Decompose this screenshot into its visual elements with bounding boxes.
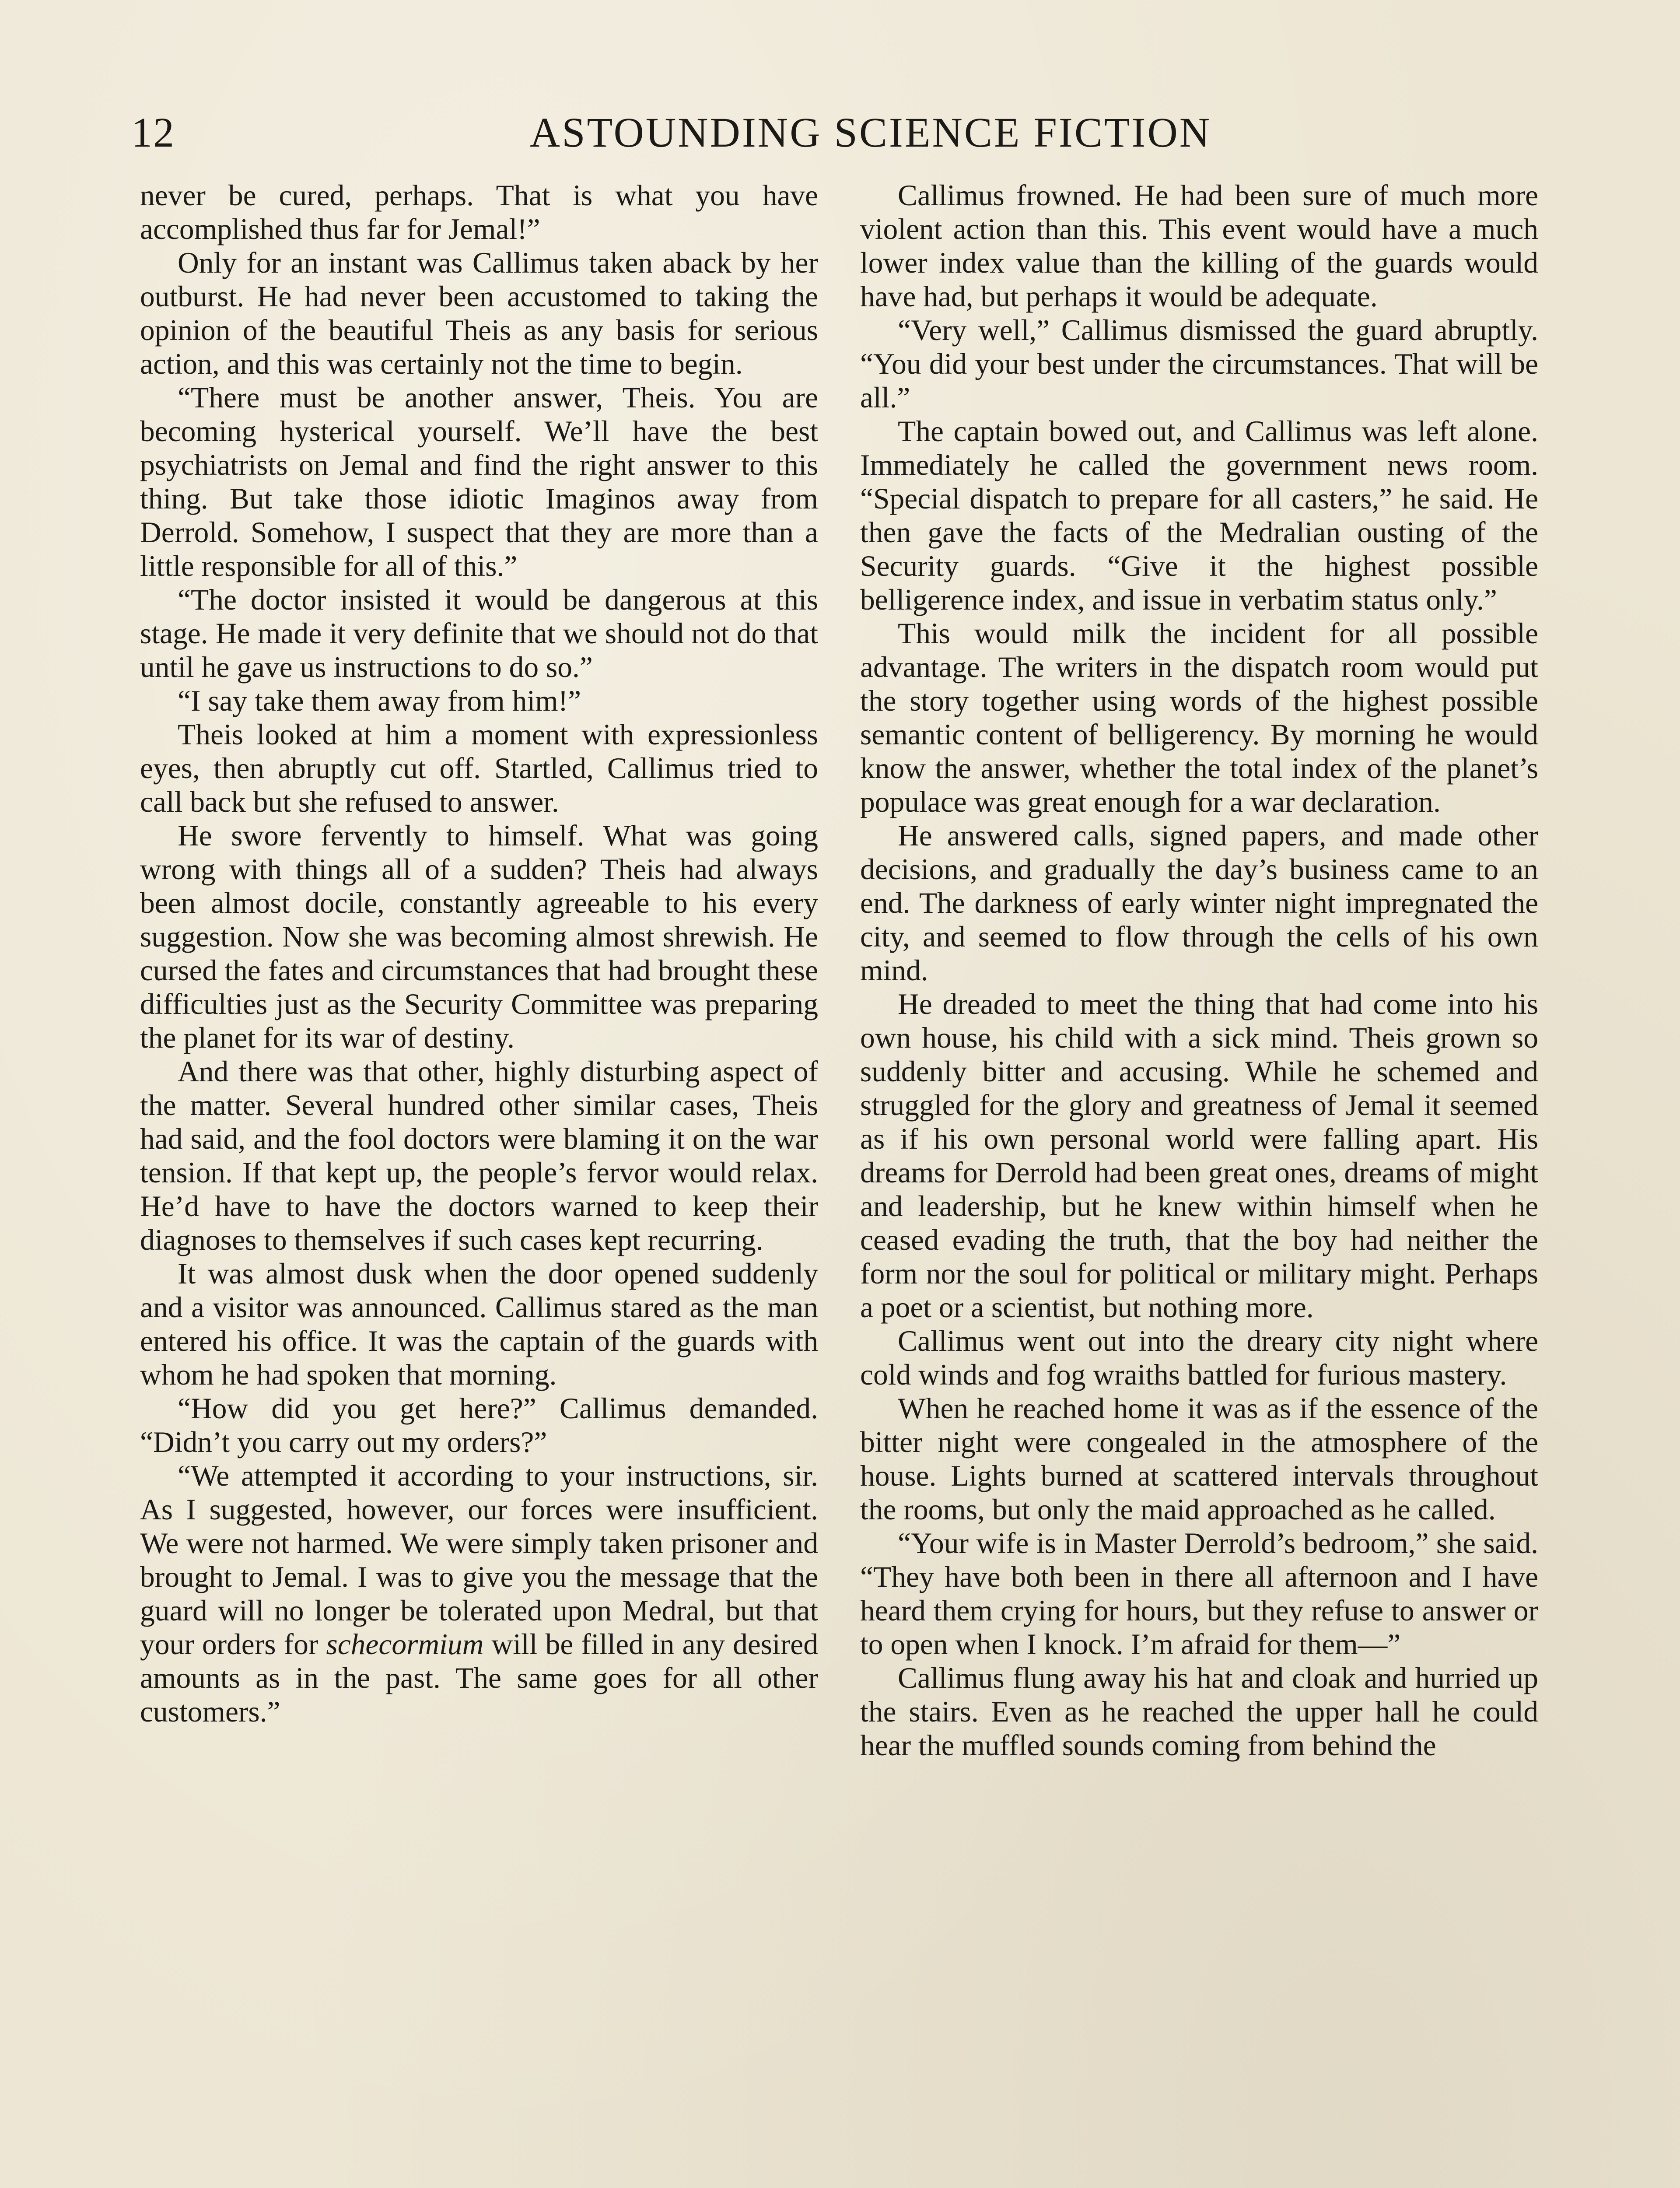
paragraph: “There must be another answer, Theis. You are becoming hysterical yourself. We’ll have the best psychiatrists on Jemal and find the right answer to this thing. But take those idiotic Imaginos away from Derrold. Somehow, I suspect that they are more than a little responsible for all of this.” xyxy=(140,381,818,582)
paragraph: He swore fervently to himself. What was going wrong with things all of a sudden? Theis had always been almost docile, constantly agreeable to his every suggestion. Now she was becoming almost shrewish. He cursed the fates and circumstances that had brought these difficulties just as the Security Committee was preparing the planet for its war of destiny. xyxy=(140,819,818,1054)
paragraph xyxy=(140,1459,818,1729)
paragraph: Callimus flung away his hat and cloak and hurried up the stairs. Even as he reached the upper hall he could hear the muffled sounds coming from behind the xyxy=(860,1662,1538,1762)
paragraph: “Your wife is in Master Derrold’s bedroom,” she said. “They have both been in there all afternoon and I have heard them crying for hours, but they refuse to answer or to open when I knock. I’m afraid for them—” xyxy=(860,1527,1538,1661)
paragraph: Callimus went out into the dreary city night where cold winds and fog wraiths battled for furious mastery. xyxy=(860,1325,1538,1391)
paragraph: He answered calls, signed papers, and made other decisions, and gradually the day’s business came to an end. The darkness of early winter night impregnated the city, and seemed to flow through the cells of his own mind. xyxy=(860,819,1538,987)
paragraph: “The doctor insisted it would be dangerous at this stage. He made it very definite that we should not do that until he gave us instructions to do so.” xyxy=(140,583,818,684)
paragraph: Theis looked at him a moment with expressionless eyes, then abruptly cut off. Startled, Callimus tried to call back but she refused to answer. xyxy=(140,718,818,818)
left-column xyxy=(140,179,818,2188)
paragraph: This would milk the incident for all possible advantage. The writers in the dispatch room would put the story together using words of the highest possible semantic content of belligerency. By morning he would know the answer, whether the total index of the planet’s populace was great enough for a war declaration. xyxy=(860,617,1538,818)
paragraph: “I say take them away from him!” xyxy=(178,684,581,717)
paragraph: “Very well,” Callimus dismissed the guard abruptly. “You did your best under the circumstances. That will be all.” xyxy=(860,314,1538,414)
paragraph: “How did you get here?” Callimus demanded. “Didn’t you carry out my orders?” xyxy=(140,1392,818,1459)
right-column xyxy=(860,179,1538,2188)
italic-term: schecormium xyxy=(326,1628,484,1661)
paragraph: The captain bowed out, and Callimus was left alone. Immediately he called the government news room. “Special dispatch to prepare for all casters,” he said. He then gave the facts of the Medralian ousting of the Security guards. “Give it the highest possible belligerence index, and issue in verbatim status only.” xyxy=(860,415,1538,616)
paragraph-text: will be filled in any desired amounts as in the past. The same goes for all other customers.” xyxy=(140,1628,818,1728)
paragraph: Only for an instant was Callimus taken aback by her outburst. He had never been accustomed to taking the opinion of the beautiful Theis as any basis for serious action, and this was certainly not the time to begin. xyxy=(140,246,818,380)
paragraph: When he reached home it was as if the essence of the bitter night were congealed in the atmosphere of the house. Lights burned at scattered intervals throughout the rooms, but only the maid approached as he called. xyxy=(860,1392,1538,1526)
paragraph: It was almost dusk when the door opened suddenly and a visitor was announced. Callimus stared as the man entered his office. It was the captain of the guards with whom he had spoken that morning. xyxy=(140,1257,818,1391)
paragraph: Callimus frowned. He had been sure of much more violent action than this. This event would have a much lower index value than the killing of the guards would have had, but perhaps it would be adequate. xyxy=(860,179,1538,313)
magazine-title: ASTOUNDING SCIENCE FICTION xyxy=(529,109,1212,156)
paragraph-text: “We attempted it according to your instructions, sir. As I suggested, however, our forces were insufficient. We were not harmed. We were simply taken prisoner and brought to Jemal. I was to give you the message that the guard will no longer be tolerated upon Medral, but that your orders for xyxy=(140,1459,818,1661)
running-head xyxy=(131,104,1575,161)
paragraph: never be cured, perhaps. That is what you have accomplished thus far for Jemal!” xyxy=(140,179,818,245)
paragraph: And there was that other, highly disturbing aspect of the matter. Several hundred other similar cases, Theis had said, and the fool doctors were blaming it on the war tension. If that kept up, the people’s fervor would relax. He’d have to have the doctors warned to keep their diagnoses to themselves if such cases kept recurring. xyxy=(140,1055,818,1256)
paragraph: He dreaded to meet the thing that had come into his own house, his child with a sick mind. Theis grown so suddenly bitter and accusing. While he schemed and struggled for the glory and greatness of Jemal it seemed as if his own personal world were falling apart. His dreams for Derrold had been great ones, dreams of might and leadership, but he knew within himself when he ceased evading the truth, that the boy had neither the form nor the soul for political or military might. Perhaps a poet or a scientist, but nothing more. xyxy=(860,988,1538,1324)
page-number: 12 xyxy=(131,109,175,156)
